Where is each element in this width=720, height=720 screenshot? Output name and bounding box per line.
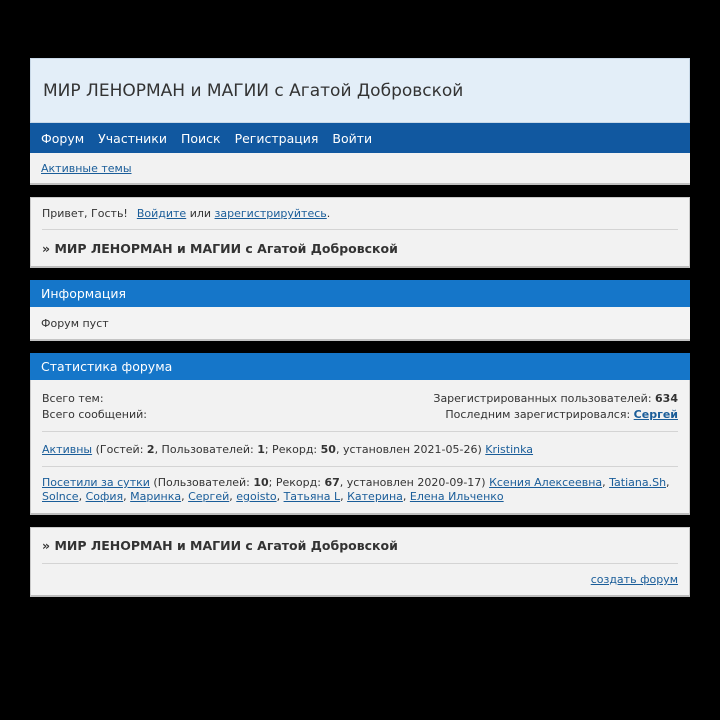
footer-breadcrumb bbox=[42, 528, 678, 564]
day-visitors-row bbox=[42, 467, 678, 513]
day-visitors-list: Ксения Алексеевна, Tatiana.Sh, Solnce, София, Маринка, Сергей, egoisto, Татьяна L, Катерина, Елена Ильченко bbox=[42, 476, 670, 503]
day-visitor-link[interactable]: egoisto bbox=[236, 490, 277, 503]
forum-header bbox=[30, 58, 690, 123]
nav-register[interactable]: Регистрация bbox=[234, 130, 319, 146]
breadcrumb bbox=[42, 230, 678, 266]
or-text: или bbox=[189, 207, 212, 220]
login-link[interactable]: Войдите bbox=[136, 207, 187, 220]
online-guests-label: (Гостей: bbox=[95, 442, 144, 456]
day-visitor-link[interactable]: Ксения Алексеевна bbox=[489, 476, 603, 489]
info-body: Форум пуст bbox=[30, 307, 690, 341]
breadcrumb-arrow: » bbox=[42, 240, 51, 256]
day-visitor-link[interactable]: Маринка bbox=[130, 490, 182, 503]
period-text: . bbox=[326, 207, 331, 220]
day-record-label: ; Рекорд: bbox=[268, 476, 321, 489]
day-visitor-link[interactable]: Сергей bbox=[188, 490, 230, 503]
registered-count: 634 bbox=[655, 392, 678, 405]
breadcrumb-title[interactable]: МИР ЛЕНОРМАН и МАГИИ с Агатой Добровской bbox=[54, 240, 398, 256]
day-visitor-link[interactable]: Катерина bbox=[347, 490, 403, 503]
day-visitors-link[interactable]: Посетили за сутки bbox=[42, 476, 150, 489]
online-user-link[interactable]: Kristinka bbox=[485, 442, 534, 456]
day-visitor-link[interactable]: Елена Ильченко bbox=[409, 490, 504, 503]
day-visitor-link[interactable]: София bbox=[85, 490, 124, 503]
active-topics-link[interactable]: Активные темы bbox=[41, 161, 132, 175]
day-users: 10 bbox=[253, 476, 269, 489]
registered-label: Зарегистрированных пользователей: bbox=[433, 392, 652, 405]
online-users-label: , Пользователей: bbox=[154, 442, 254, 456]
online-row bbox=[42, 432, 678, 467]
nav-forum[interactable]: Форум bbox=[41, 130, 85, 146]
day-visitor-link[interactable]: Solnce bbox=[42, 490, 79, 503]
create-forum-link[interactable]: создать форум bbox=[590, 573, 678, 586]
day-users-label: (Пользователей: bbox=[153, 476, 250, 489]
day-visitor-link[interactable]: Tatiana.Sh bbox=[609, 476, 667, 489]
create-forum-row bbox=[42, 564, 678, 595]
day-record: 67 bbox=[324, 476, 340, 489]
forum-page bbox=[30, 58, 690, 597]
stats-box bbox=[30, 353, 690, 515]
sub-nav bbox=[30, 153, 690, 185]
total-posts-label: Всего сообщений: bbox=[42, 408, 147, 421]
nav-users[interactable]: Участники bbox=[98, 130, 167, 146]
last-registered-label: Последним зарегистрировался: bbox=[445, 408, 631, 421]
register-link[interactable]: зарегистрируйтесь bbox=[214, 207, 327, 220]
stats-title: Статистика форума bbox=[30, 353, 690, 380]
welcome-row bbox=[42, 198, 678, 230]
nav-login[interactable]: Войти bbox=[332, 130, 373, 146]
online-guests: 2 bbox=[146, 442, 155, 456]
stats-grid bbox=[42, 380, 678, 432]
day-record-date: , установлен 2020-09-17) bbox=[339, 476, 486, 489]
footer-breadcrumb-title[interactable]: МИР ЛЕНОРМАН и МАГИИ с Агатой Добровской bbox=[54, 538, 398, 553]
online-users: 1 bbox=[257, 442, 265, 456]
welcome-box bbox=[30, 197, 690, 268]
online-record-label: ; Рекорд: bbox=[264, 442, 318, 456]
last-registered-user[interactable]: Сергей bbox=[633, 408, 678, 421]
forum-title: МИР ЛЕНОРМАН и МАГИИ с Агатой Добровской bbox=[43, 80, 464, 101]
online-link[interactable]: Активны bbox=[42, 442, 93, 456]
stats-right bbox=[433, 391, 678, 431]
stats-left bbox=[42, 391, 147, 431]
greeting-text: Привет, Гость! bbox=[42, 207, 128, 220]
day-visitor-link[interactable]: Татьяна L bbox=[283, 490, 341, 503]
online-record: 50 bbox=[320, 442, 336, 456]
footer-box bbox=[30, 527, 690, 597]
footer-breadcrumb-arrow: » bbox=[42, 538, 51, 553]
nav-search[interactable]: Поиск bbox=[180, 130, 221, 146]
online-record-date: , установлен 2021-05-26) bbox=[335, 442, 482, 456]
info-title: Информация bbox=[30, 280, 690, 307]
main-nav bbox=[30, 123, 690, 153]
info-box bbox=[30, 280, 690, 341]
total-topics-label: Всего тем: bbox=[42, 392, 104, 405]
